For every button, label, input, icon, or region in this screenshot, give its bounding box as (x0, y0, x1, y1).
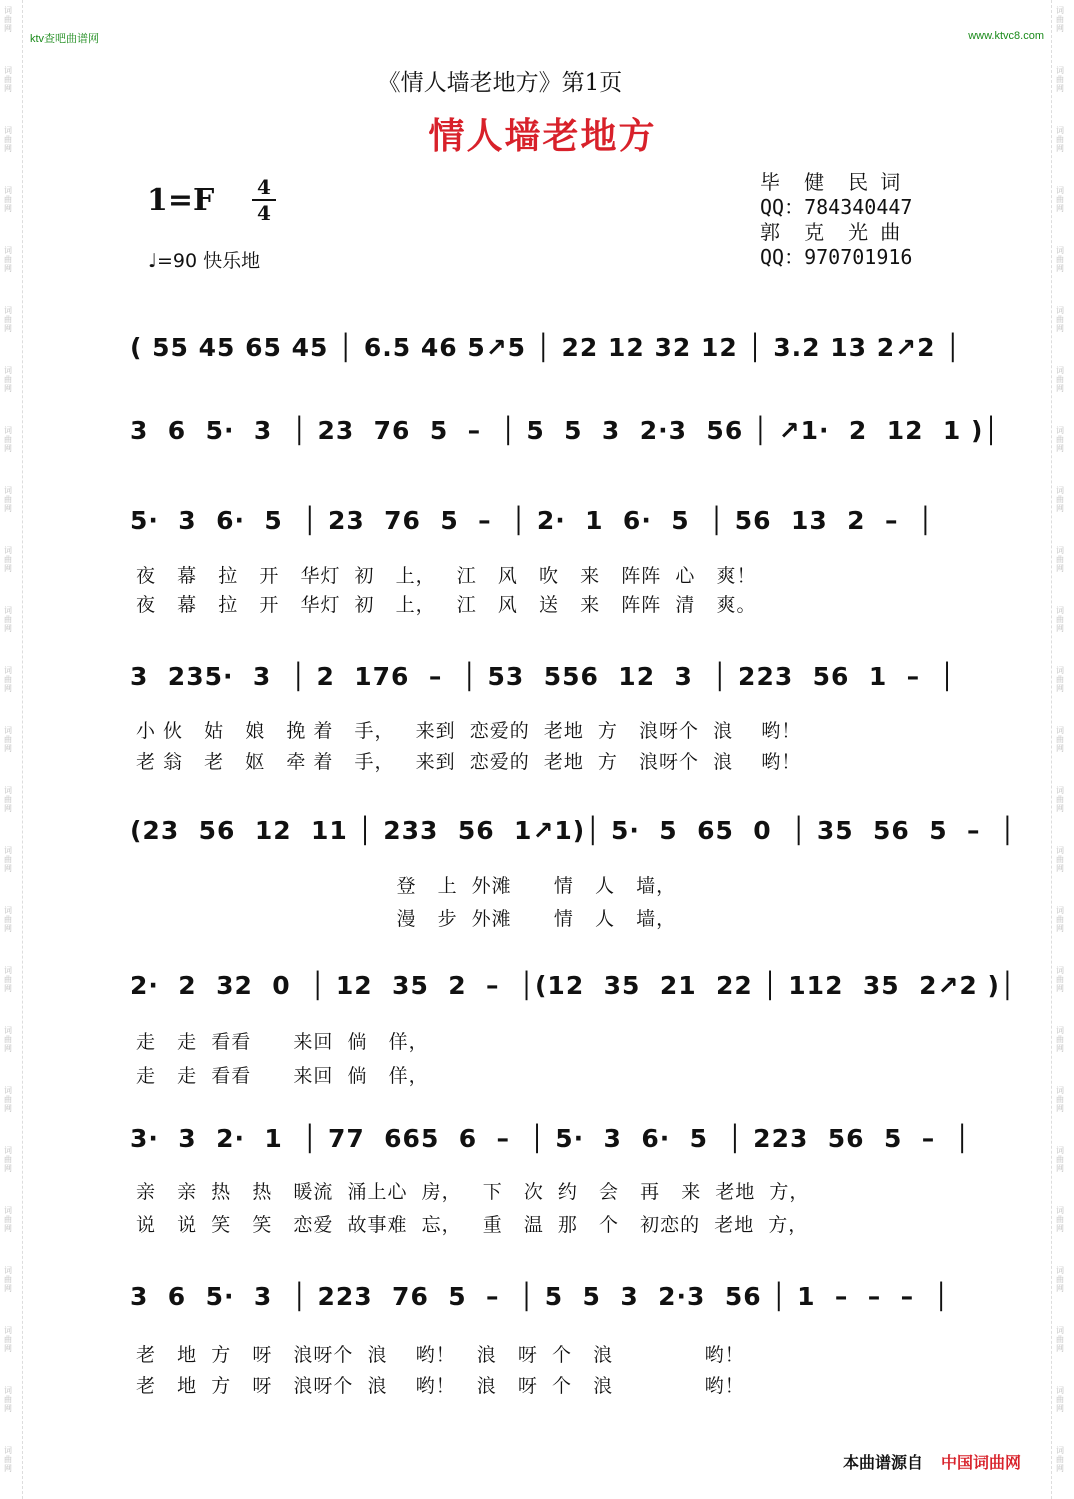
side-watermark-glyph: 词曲网 (1056, 606, 1064, 633)
side-watermark-glyph: 词曲网 (4, 126, 12, 153)
side-watermark-glyph: 词曲网 (1056, 1326, 1064, 1353)
lyric-verse-2: 老 地 方 呀 浪呀个 浪 哟！ 浪 呀 个 浪 哟！ (136, 1375, 745, 1397)
side-watermark-glyph: 词曲网 (4, 66, 12, 93)
side-watermark-glyph: 词曲网 (4, 1086, 12, 1113)
side-watermark-glyph: 词曲网 (1056, 306, 1064, 333)
lyricist-qq: QQ：784340447 (760, 195, 913, 219)
time-signature (252, 176, 276, 224)
lyric-verse-1: 小 伙 姑 娘 挽 着 手， 来到 恋爱的 老地 方 浪呀个 浪 哟！ (136, 720, 802, 742)
side-watermark-glyph: 词曲网 (1056, 1266, 1064, 1293)
side-watermark-glyph: 词曲网 (1056, 246, 1064, 273)
watermark-left: ktv查吧曲谱网 (30, 33, 100, 45)
side-watermark-glyph: 词曲网 (4, 906, 12, 933)
side-watermark-glyph: 词曲网 (4, 1146, 12, 1173)
right-margin-watermark (1051, 0, 1074, 1499)
side-watermark-glyph: 词曲网 (4, 546, 12, 573)
credits (760, 170, 912, 270)
side-watermark-glyph: 词曲网 (1056, 1206, 1064, 1233)
side-watermark-glyph: 词曲网 (4, 6, 12, 33)
side-watermark-glyph: 词曲网 (1056, 1086, 1064, 1113)
side-watermark-glyph: 词曲网 (1056, 546, 1064, 573)
side-watermark-glyph: 词曲网 (1056, 786, 1064, 813)
time-numerator: 4 (257, 175, 271, 199)
system-notes: 5· 3 6· 5 │ 23 76 5 – │ 2· 1 6· 5 │ 56 13 2 – │ (130, 506, 934, 535)
side-watermark-glyph: 词曲网 (4, 426, 12, 453)
side-watermark-glyph: 词曲网 (4, 726, 12, 753)
footer-site-link[interactable]: 中国词曲网 (941, 1453, 1022, 1472)
system-notes: 3 6 5· 3 │ 223 76 5 – │ 5 5 3 2·3 56 │ 1 – – – │ (130, 1282, 950, 1311)
system-notes: (23 56 12 11 │ 233 56 1↗1)│ 5· 5 65 0 │ 35 56 5 – │ (130, 816, 1016, 845)
side-watermark-glyph: 词曲网 (4, 366, 12, 393)
side-watermark-glyph: 词曲网 (4, 1446, 12, 1473)
side-watermark-glyph: 词曲网 (1056, 1386, 1064, 1413)
side-watermark-glyph: 词曲网 (1056, 846, 1064, 873)
lyric-verse-1: 夜 幕 拉 开 华灯 初 上， 江 风 吹 来 阵阵 心 爽！ (136, 565, 757, 587)
lyric-verse-1: 老 地 方 呀 浪呀个 浪 哟！ 浪 呀 个 浪 哟！ (136, 1344, 745, 1366)
footer-source: 本曲谱源自 (843, 1453, 924, 1472)
page-title: 《情人墙老地方》第1页 (377, 70, 623, 96)
side-watermark-glyph: 词曲网 (1056, 66, 1064, 93)
side-watermark-glyph: 词曲网 (4, 1386, 12, 1413)
lyric-verse-2: 走 走 看看 来回 倘 佯， (136, 1065, 429, 1087)
lyric-verse-2: 说 说 笑 笑 恋爱 故事难 忘， 重 温 那 个 初恋的 老地 方， (136, 1214, 809, 1236)
composer-qq: QQ：970701916 (760, 245, 913, 269)
system-notes: 3 6 5· 3 │ 23 76 5 – │ 5 5 3 2·3 56 │ ↗1· 2 12 1 )│ (130, 416, 1000, 445)
time-denominator: 4 (257, 201, 271, 225)
lyric-verse-2: 夜 幕 拉 开 华灯 初 上， 江 风 送 来 阵阵 清 爽。 (136, 594, 757, 616)
side-watermark-glyph: 词曲网 (1056, 6, 1064, 33)
side-watermark-glyph: 词曲网 (1056, 726, 1064, 753)
lyric-verse-2: 漫 步 外滩 情 人 墙， (136, 908, 677, 930)
song-title: 情人墙老地方 (428, 115, 657, 157)
side-watermark-glyph: 词曲网 (1056, 1146, 1064, 1173)
side-watermark-glyph: 词曲网 (4, 186, 12, 213)
side-watermark-glyph: 词曲网 (1056, 1026, 1064, 1053)
side-watermark-glyph: 词曲网 (1056, 1446, 1064, 1473)
side-watermark-glyph: 词曲网 (1056, 186, 1064, 213)
side-watermark-glyph: 词曲网 (4, 1326, 12, 1353)
side-watermark-glyph: 词曲网 (4, 846, 12, 873)
system-notes: 3· 3 2· 1 │ 77 665 6 – │ 5· 3 6· 5 │ 223 56 5 – │ (130, 1124, 971, 1153)
lyricist: 毕 健 民 词 (760, 170, 901, 194)
side-watermark-glyph: 词曲网 (4, 486, 12, 513)
system-notes: 3 235· 3 │ 2 176 – │ 53 556 12 3 │ 223 56 1 – │ (130, 662, 956, 691)
side-watermark-glyph: 词曲网 (1056, 426, 1064, 453)
side-watermark-glyph: 词曲网 (1056, 966, 1064, 993)
side-watermark-glyph: 词曲网 (4, 246, 12, 273)
side-watermark-glyph: 词曲网 (4, 606, 12, 633)
key-signature: 1=F (147, 183, 215, 218)
side-watermark-glyph: 词曲网 (4, 306, 12, 333)
watermark-right: www.ktvc8.com (968, 30, 1044, 42)
side-watermark-glyph: 词曲网 (1056, 666, 1064, 693)
lyric-verse-2: 老 翁 老 妪 牵 着 手， 来到 恋爱的 老地 方 浪呀个 浪 哟！ (136, 751, 802, 773)
side-watermark-glyph: 词曲网 (4, 1026, 12, 1053)
left-margin-watermark (0, 0, 23, 1499)
lyric-verse-1: 亲 亲 热 热 暖流 涌上心 房， 下 次 约 会 再 来 老地 方， (136, 1181, 810, 1203)
side-watermark-glyph: 词曲网 (1056, 906, 1064, 933)
side-watermark-glyph: 词曲网 (4, 1266, 12, 1293)
side-watermark-glyph: 词曲网 (4, 666, 12, 693)
system-notes: 2· 2 32 0 │ 12 35 2 – │(12 35 21 22 │ 112 35 2↗2 )│ (130, 971, 1016, 1000)
system-notes: ( 55 45 65 45 │ 6.5 46 5↗5 │ 22 12 32 12 │ 3.2 13 2↗2 │ (130, 333, 962, 362)
side-watermark-glyph: 词曲网 (1056, 366, 1064, 393)
lyric-verse-1: 走 走 看看 来回 倘 佯， (136, 1031, 429, 1053)
side-watermark-glyph: 词曲网 (1056, 126, 1064, 153)
composer: 郭 克 光 曲 (760, 220, 901, 244)
side-watermark-glyph: 词曲网 (4, 1206, 12, 1233)
tempo-marking: ♩=90 快乐地 (148, 250, 261, 272)
footer (843, 1450, 1021, 1473)
side-watermark-glyph: 词曲网 (4, 966, 12, 993)
side-watermark-glyph: 词曲网 (4, 786, 12, 813)
lyric-verse-1: 登 上 外滩 情 人 墙， (136, 875, 677, 897)
side-watermark-glyph: 词曲网 (1056, 486, 1064, 513)
